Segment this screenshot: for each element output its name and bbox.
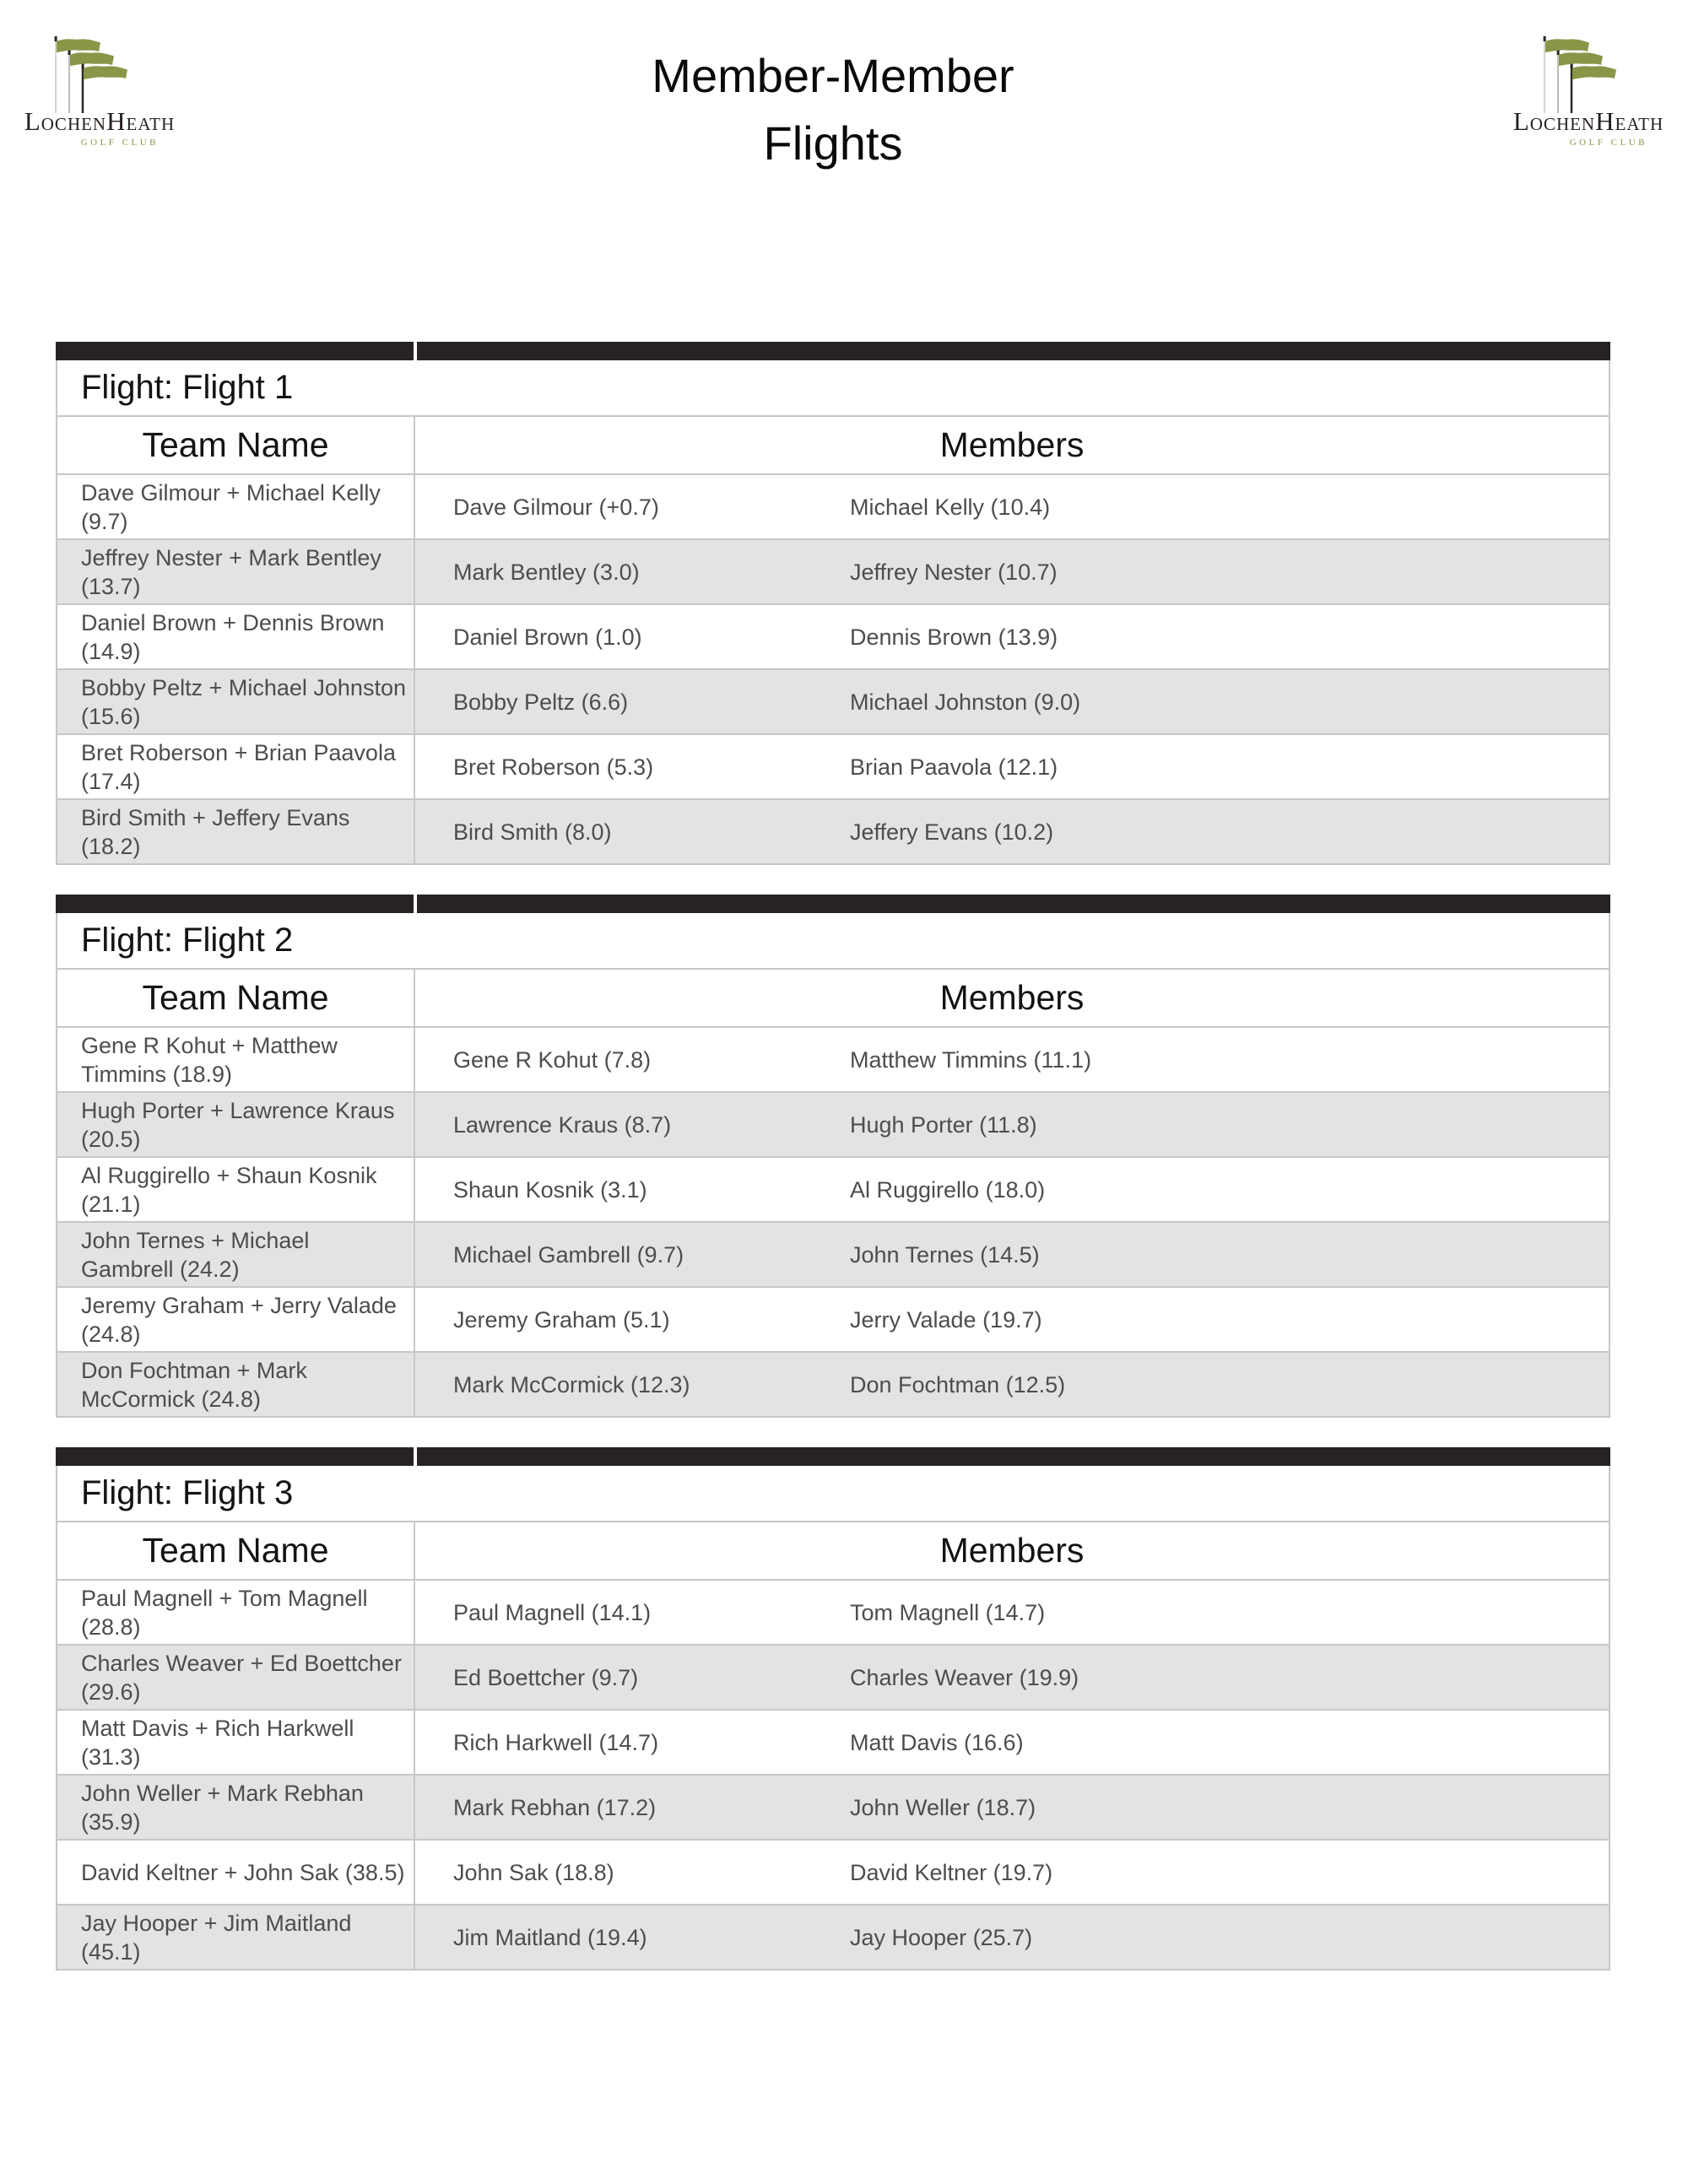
flight-table [56,342,1610,865]
page-title [0,42,1677,177]
members-header: Members [939,1531,1085,1570]
members-header: Members [939,978,1085,1017]
member-2-cell: Jay Hooper (25.7) [850,1924,1033,1950]
team-name-cell: Jeremy Graham + Jerry Valade (24.8) [57,1288,415,1351]
member-1-cell: Shaun Kosnik (3.1) [453,1176,647,1203]
table-row [57,1223,1609,1288]
member-1-cell: Lawrence Kraus (8.7) [453,1111,672,1138]
team-name-cell: Bret Roberson + Brian Paavola (17.4) [57,735,415,798]
team-name-cell: Hugh Porter + Lawrence Kraus (20.5) [57,1093,415,1156]
flight-title-row [57,360,1609,417]
table-top-bar-right [417,1447,1610,1466]
page-title-line1: Member-Member [652,49,1014,102]
table-row [57,1353,1609,1418]
member-1-cell: Paul Magnell (14.1) [453,1599,652,1625]
table-row [57,1711,1609,1776]
team-name-cell: John Ternes + Michael Gambrell (24.2) [57,1223,415,1286]
table-row [57,735,1609,800]
column-header-row [57,417,1609,475]
team-name-cell: Matt Davis + Rich Harkwell (31.3) [57,1711,415,1774]
table-top-bar [56,1447,1610,1466]
team-name-cell: David Keltner + John Sak (38.5) [57,1841,415,1904]
table-row [57,800,1609,865]
member-2-cell: Jeffrey Nester (10.7) [850,559,1058,585]
team-name-cell: Bobby Peltz + Michael Johnston (15.6) [57,670,415,733]
member-2-cell: Al Ruggirello (18.0) [850,1176,1046,1203]
table-rows [57,1028,1609,1418]
member-1-cell: Gene R Kohut (7.8) [453,1046,652,1073]
member-2-cell: Michael Kelly (10.4) [850,494,1051,520]
flag-icon [1559,52,1603,66]
table-row [57,1776,1609,1841]
member-1-cell: Mark Rebhan (17.2) [453,1794,657,1820]
team-name-cell: John Weller + Mark Rebhan (35.9) [57,1776,415,1839]
club-subtitle-text: GOLF CLUB [1569,138,1647,148]
members-header: Members [939,425,1085,464]
member-2-cell: John Weller (18.7) [850,1794,1036,1820]
table-top-bar-left [56,1447,414,1466]
flag-icon [1572,66,1616,79]
team-name-header: Team Name [57,1522,415,1579]
club-subtitle-text: GOLF CLUB [80,138,159,148]
member-1-cell: Bird Smith (8.0) [453,819,612,845]
member-1-cell: Jim Maitland (19.4) [453,1924,647,1950]
table-row [57,540,1609,605]
table-rows [57,1581,1609,1970]
table-row [57,1841,1609,1906]
team-name-cell: Daniel Brown + Dennis Brown (14.9) [57,605,415,668]
table-row [57,1646,1609,1711]
club-name-text: LOCHENHEATH [1512,106,1664,136]
team-name-cell: Jeffrey Nester + Mark Bentley (13.7) [57,540,415,603]
member-2-cell: Matthew Timmins (11.1) [850,1046,1092,1073]
member-1-cell: John Sak (18.8) [453,1859,614,1885]
member-2-cell: David Keltner (19.7) [850,1859,1053,1885]
member-1-cell: Bobby Peltz (6.6) [453,689,629,715]
table-row [57,475,1609,540]
member-2-cell: Tom Magnell (14.7) [850,1599,1046,1625]
team-name-cell: Don Fochtman + Mark McCormick (24.8) [57,1353,415,1416]
team-name-cell: Paul Magnell + Tom Magnell (28.8) [57,1581,415,1644]
table-top-bar [56,895,1610,913]
member-1-cell: Rich Harkwell (14.7) [453,1729,659,1755]
member-1-cell: Jeremy Graham (5.1) [453,1306,670,1333]
member-2-cell: Jeffery Evans (10.2) [850,819,1054,845]
team-name-cell: Dave Gilmour + Michael Kelly (9.7) [57,475,415,538]
table-row [57,605,1609,670]
member-2-cell: Matt Davis (16.6) [850,1729,1024,1755]
club-name-text: LOCHENHEATH [24,106,176,136]
table-rows [57,475,1609,865]
member-2-cell: Don Fochtman (12.5) [850,1371,1066,1397]
team-name-cell: Jay Hooper + Jim Maitland (45.1) [57,1906,415,1969]
table-top-bar-right [417,342,1610,360]
member-1-cell: Mark McCormick (12.3) [453,1371,690,1397]
flight-title: Flight: Flight 3 [81,1474,294,1511]
member-1-cell: Mark Bentley (3.0) [453,559,640,585]
table-row [57,670,1609,735]
team-name-header: Team Name [57,970,415,1026]
member-1-cell: Daniel Brown (1.0) [453,624,642,650]
member-2-cell: Hugh Porter (11.8) [850,1111,1037,1138]
table-top-bar-left [56,895,414,913]
table-row [57,1158,1609,1223]
team-name-cell: Al Ruggirello + Shaun Kosnik (21.1) [57,1158,415,1221]
page-title-line2: Flights [763,116,903,170]
flight-title-row [57,1466,1609,1522]
member-2-cell: John Ternes (14.5) [850,1241,1040,1268]
team-name-cell: Bird Smith + Jeffery Evans (18.2) [57,800,415,863]
table-top-bar-left [56,342,414,360]
member-2-cell: Brian Paavola (12.1) [850,754,1058,780]
column-header-row [57,970,1609,1028]
column-header-row [57,1522,1609,1581]
flight-title: Flight: Flight 2 [81,922,294,959]
table-row [57,1028,1609,1093]
table-row [57,1906,1609,1970]
table-row [57,1288,1609,1353]
flight-table [56,895,1610,1418]
flight-table [56,1447,1610,1970]
table-top-bar-right [417,895,1610,913]
table-row [57,1093,1609,1158]
member-2-cell: Dennis Brown (13.9) [850,624,1058,650]
team-name-cell: Charles Weaver + Ed Boettcher (29.6) [57,1646,415,1709]
flag-icon [1545,39,1589,52]
member-1-cell: Michael Gambrell (9.7) [453,1241,684,1268]
member-1-cell: Ed Boettcher (9.7) [453,1664,639,1690]
member-2-cell: Jerry Valade (19.7) [850,1306,1042,1333]
team-name-cell: Gene R Kohut + Matthew Timmins (18.9) [57,1028,415,1091]
table-row [57,1581,1609,1646]
member-1-cell: Bret Roberson (5.3) [453,754,654,780]
club-logo-right [1511,29,1671,154]
table-top-bar [56,342,1610,360]
flight-title: Flight: Flight 1 [81,369,294,406]
member-2-cell: Charles Weaver (19.9) [850,1664,1079,1690]
flight-title-row [57,913,1609,970]
golf-flags-logo-graphic [1511,29,1671,154]
member-1-cell: Dave Gilmour (+0.7) [453,494,659,520]
team-name-header: Team Name [57,417,415,473]
member-2-cell: Michael Johnston (9.0) [850,689,1081,715]
